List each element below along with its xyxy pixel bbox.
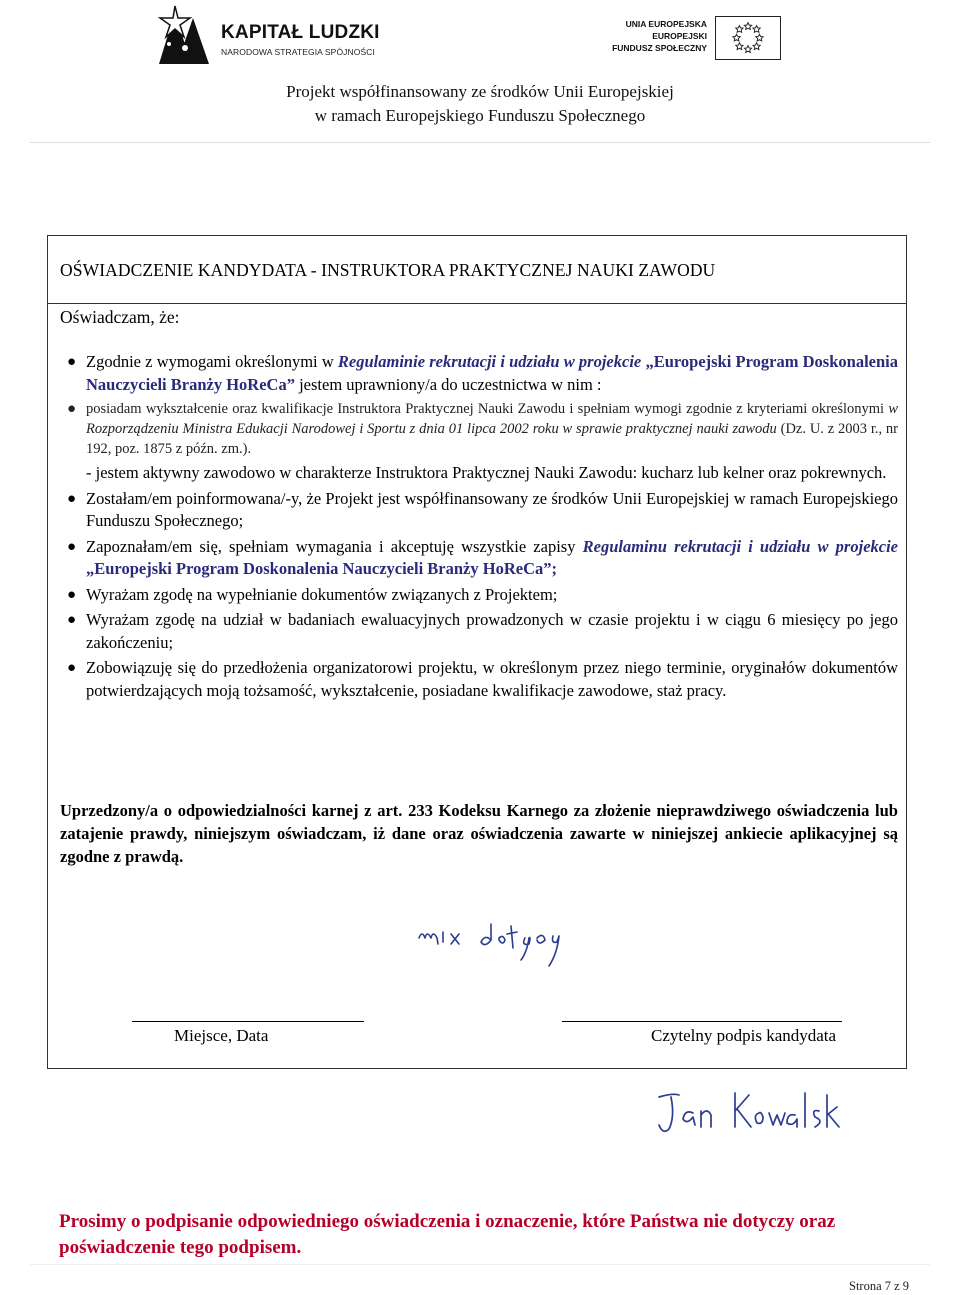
eu-logo: [595, 16, 785, 64]
bullet-icon: ●: [67, 586, 77, 603]
list-item: ● Zostałam/em poinformowana/-y, że Projekt jest współfinansowany ze środków Unii Europejskiej w ramach Europejskiego Funduszu Społecznego;: [67, 488, 898, 530]
legal-warning: Uprzedzony/a o odpowiedzialności karnej z art. 233 Kodeksu Karnego za złożenie nieprawdziwego oświadczenia lub zatajenie prawdy, niniejszym oświadczam, iż dane oraz oświadczenia zawarte w niniejszej ankiecie aplikacyjnej są zgodne z prawdą.: [60, 801, 898, 866]
header-fund-line: w ramach Europejskiego Funduszu Społecznego: [314, 106, 646, 125]
kapital-ludzki-subtitle: NARODOWA STRATEGIA SPÓJNOŚCI: [221, 47, 375, 57]
list-item: ● Wyrażam zgodę na wypełnianie dokumentów związanych z Projektem;: [86, 584, 898, 607]
handwritten-signature-example: [655, 1087, 845, 1135]
statement-box: [47, 235, 907, 1069]
kapital-ludzki-logo: [155, 4, 385, 68]
bullet-icon: ●: [67, 538, 77, 555]
list-item: ● Zobowiązuję się do przedłożenia organizatorowi projektu, w określonym przez niego terminie, oryginałów dokumentów potwierdzających moją tożsamość, wykształcenie, posiadane kwalifikacje zawodowe, staż pracy.: [67, 658, 898, 700]
bullet-icon: ●: [67, 401, 77, 417]
bullet-icon: ●: [67, 490, 77, 507]
kapital-ludzki-title: KAPITAŁ LUDZKI: [221, 22, 380, 43]
handwritten-signature-sample: [413, 916, 583, 976]
eu-logo-text: UNIA EUROPEJSKA EUROPEJSKI FUNDUSZ SPOŁECZNY: [612, 19, 707, 53]
list-item: ● Wyrażam zgodę na udział w badaniach ewaluacyjnych prowadzonych w czasie projektu i w ciągu 6 miesięcy po jego zakończeniu;: [67, 610, 898, 652]
place-date-line: [132, 1021, 364, 1022]
list-item: ● Zapoznałam/em się, spełniam wymagania i akceptuję wszystkie zapisy Regulaminu rekrutacji i udziału w projekcie „Europejski Program Doskonalenia Nauczycieli Branży HoReCa”;: [67, 536, 898, 578]
statement-title: OŚWIADCZENIE KANDYDATA - INSTRUKTORA PRAKTYCZNEJ NAUKI ZAWODU: [60, 260, 716, 280]
page-number: Strona 7 z 9: [849, 1279, 910, 1293]
declare-label: Oświadczam, że:: [60, 307, 180, 327]
header-divider: [30, 142, 930, 143]
signature-line: [562, 1021, 842, 1022]
signature-caption: Czytelny podpis kandydata: [651, 1026, 837, 1045]
list-item: ● Zgodnie z wymogami określonymi w Regulaminie rekrutacji i udziału w projekcie „Europejski Program Doskonalenia Nauczycieli Branży HoReCa” jestem uprawniony/a do uczestnictwa w nim :: [67, 352, 898, 394]
bullet-icon: ●: [67, 354, 77, 370]
statement-title-row: [48, 236, 906, 304]
bullet-icon: ●: [67, 660, 77, 676]
list-item: ● posiadam wykształcenie oraz kwalifikacje Instruktora Praktycznej Nauki Zawodu i spełniam wymogi zgodnie z kryteriami określonymi w Rozporządzeniu Ministra Edukacji Narodowej i Sportu z dnia 01 lipca 2002 roku w sprawie praktycznej nauki zawodu (Dz. U. z 2003 r., nr 192, poz. 1875 z późn. zm.).: [67, 401, 898, 457]
eu-flag-icon: [715, 16, 781, 60]
bullet-icon: ●: [67, 612, 77, 628]
signing-request-note: Prosimy o podpisanie odpowiedniego oświadczenia i oznaczenie, które Państwa nie dotyczy oraz poświadczenie tego podpisem.: [59, 1211, 836, 1258]
header-cofinanced-line: Projekt współfinansowany ze środków Unii Europejskiej: [286, 82, 674, 101]
kapital-ludzki-logo-icon: [155, 4, 213, 66]
place-date-caption: Miejsce, Data: [174, 1026, 269, 1045]
list-item: - jestem aktywny zawodowo w charakterze Instruktora Praktycznej Nauki Zawodu: kucharz lub kelner oraz pokrewnych.: [86, 463, 887, 482]
declaration-list: [67, 351, 898, 702]
footer-divider: [30, 1264, 930, 1265]
